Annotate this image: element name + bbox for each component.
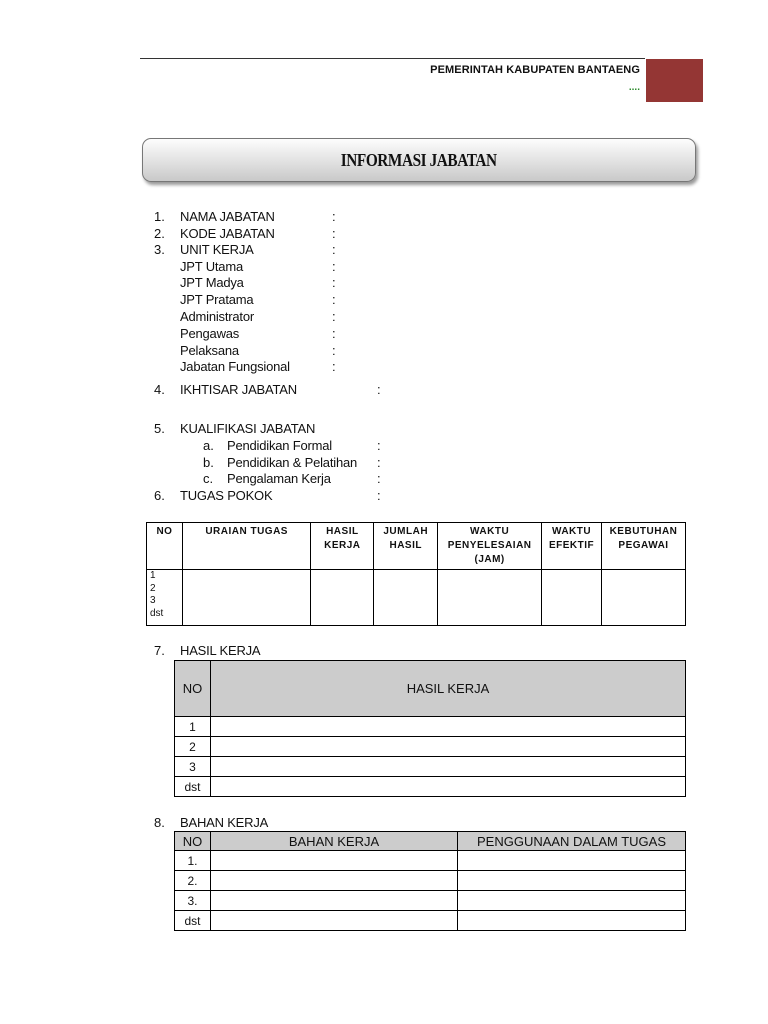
col-header-waktu-efektif: WAKTU EFEKTIF	[542, 523, 602, 570]
colon: :	[332, 226, 336, 241]
section-5-label: KUALIFIKASI JABATAN	[180, 421, 316, 436]
unit-kerja-item: Jabatan Fungsional	[180, 359, 290, 374]
section-3-num: 3.	[154, 242, 165, 257]
empty-cell	[211, 851, 458, 871]
unit-kerja-item: JPT Pratama	[180, 292, 254, 307]
empty-cell	[458, 871, 686, 891]
colon: :	[377, 488, 381, 503]
empty-cell	[211, 777, 686, 797]
col-header-kebutuhan-pegawai: KEBUTUHAN PEGAWAI	[602, 523, 686, 570]
colon: :	[377, 438, 381, 453]
unit-kerja-item: Pelaksana	[180, 343, 239, 358]
section-3-label: UNIT KERJA	[180, 242, 254, 257]
colon: :	[332, 275, 336, 290]
col-header-hasil-kerja: HASIL KERJA	[311, 523, 374, 570]
table-row	[175, 891, 686, 911]
header-accent-block	[646, 59, 703, 102]
section-1-label: NAMA JABATAN	[180, 209, 275, 224]
table-header-row	[175, 661, 686, 717]
colon: :	[332, 292, 336, 307]
col-header-no: NO	[147, 523, 183, 570]
table-header-row	[175, 832, 686, 851]
col-header-jumlah-hasil: JUMLAH HASIL	[374, 523, 438, 570]
colon: :	[332, 326, 336, 341]
row-number: 2	[175, 737, 211, 757]
row-numbers-cell	[147, 570, 183, 626]
section-7-label: HASIL KERJA	[180, 643, 261, 658]
row-number: dst	[150, 607, 164, 619]
kualifikasi-letter: b.	[203, 455, 214, 470]
page-title: INFORMASI JABATAN	[341, 149, 497, 170]
unit-kerja-item: JPT Madya	[180, 275, 244, 290]
colon: :	[377, 455, 381, 470]
table-row	[175, 717, 686, 737]
row-number: dst	[175, 911, 211, 931]
empty-cell	[458, 891, 686, 911]
empty-cell	[211, 737, 686, 757]
colon: :	[377, 471, 381, 486]
row-number: 3.	[175, 891, 211, 911]
col-header-bahan-kerja: BAHAN KERJA	[211, 832, 458, 851]
table-header-row	[147, 523, 686, 570]
row-number: 1	[175, 717, 211, 737]
unit-kerja-item: Pengawas	[180, 326, 240, 341]
unit-kerja-item: Administrator	[180, 309, 254, 324]
table-row	[175, 871, 686, 891]
empty-cell	[211, 911, 458, 931]
empty-cell	[458, 911, 686, 931]
empty-cell	[211, 717, 686, 737]
empty-cell	[211, 891, 458, 911]
section-5-num: 5.	[154, 421, 165, 436]
col-header-uraian-tugas: URAIAN TUGAS	[182, 523, 311, 570]
kualifikasi-letter: c.	[203, 471, 214, 486]
title-banner	[142, 138, 696, 182]
colon: :	[332, 242, 336, 257]
empty-cell	[602, 570, 686, 626]
header-dots: ....	[628, 82, 640, 93]
empty-cell	[211, 757, 686, 777]
section-6-num: 6.	[154, 488, 165, 503]
section-8-num: 8.	[154, 815, 165, 830]
government-name: PEMERINTAH KABUPATEN BANTAENG	[430, 64, 640, 76]
kualifikasi-item: Pengalaman Kerja	[227, 471, 331, 486]
col-header-no: NO	[175, 661, 211, 717]
empty-cell	[458, 851, 686, 871]
table-row	[175, 737, 686, 757]
empty-cell	[311, 570, 374, 626]
table-row	[175, 911, 686, 931]
row-number: 2.	[175, 871, 211, 891]
row-number: 3	[175, 757, 211, 777]
section-2-num: 2.	[154, 226, 165, 241]
row-number: 1	[150, 570, 156, 581]
empty-cell	[374, 570, 438, 626]
row-number: 1.	[175, 851, 211, 871]
section-4-num: 4.	[154, 382, 165, 397]
colon: :	[377, 382, 381, 397]
section-1-num: 1.	[154, 209, 165, 224]
empty-cell	[211, 871, 458, 891]
empty-cell	[542, 570, 602, 626]
section-7-num: 7.	[154, 643, 165, 658]
colon: :	[332, 343, 336, 358]
colon: :	[332, 209, 336, 224]
section-4-label: IKHTISAR JABATAN	[180, 382, 297, 397]
tugas-pokok-table	[146, 522, 686, 626]
hasil-kerja-table	[174, 660, 686, 797]
empty-cell	[182, 570, 311, 626]
row-number: 3	[150, 595, 156, 606]
table-row	[175, 757, 686, 777]
table-row	[175, 777, 686, 797]
kualifikasi-item: Pendidikan & Pelatihan	[227, 455, 358, 470]
colon: :	[332, 359, 336, 374]
empty-cell	[438, 570, 542, 626]
col-header-penggunaan: PENGGUNAAN DALAM TUGAS	[458, 832, 686, 851]
col-header-no: NO	[175, 832, 211, 851]
colon: :	[332, 259, 336, 274]
table-row	[175, 851, 686, 871]
section-6-label: TUGAS POKOK	[180, 488, 273, 503]
table-row	[147, 570, 686, 626]
row-number: dst	[175, 777, 211, 797]
kualifikasi-letter: a.	[203, 438, 214, 453]
kualifikasi-item: Pendidikan Formal	[227, 438, 332, 453]
col-header-waktu-penyelesaian: WAKTU PENYELESAIAN (JAM)	[438, 523, 542, 570]
col-header-hasil-kerja: HASIL KERJA	[211, 661, 686, 717]
colon: :	[332, 309, 336, 324]
unit-kerja-item: JPT Utama	[180, 259, 243, 274]
section-8-label: BAHAN KERJA	[180, 815, 269, 830]
bahan-kerja-table	[174, 831, 686, 931]
section-2-label: KODE JABATAN	[180, 226, 275, 241]
header-rule	[140, 58, 645, 59]
row-number: 2	[150, 582, 156, 594]
